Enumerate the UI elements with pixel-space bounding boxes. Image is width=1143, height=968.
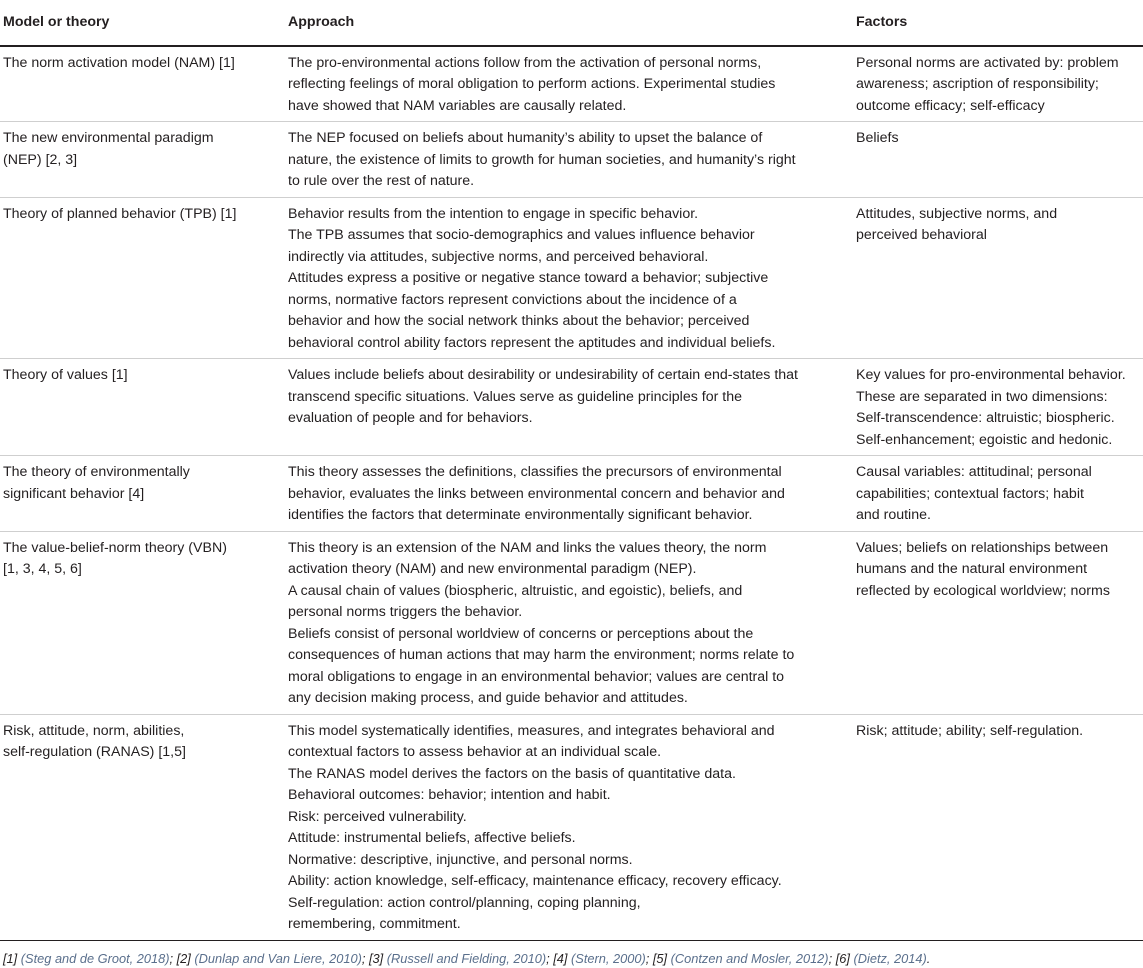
model-cell: [0, 531, 285, 714]
footnote-reference-link[interactable]: (Contzen and Mosler, 2012): [670, 950, 829, 966]
footnote-separator: ;: [828, 950, 836, 966]
model-cell-line: The norm activation model (NAM) [1]: [3, 54, 235, 71]
factors-cell: [853, 122, 1143, 198]
factors-cell-line: Beliefs: [856, 130, 899, 146]
factors-cell-line: and routine.: [856, 507, 931, 523]
footnote-number: [5]: [652, 950, 671, 966]
footnote-reference-link[interactable]: (Stern, 2000): [571, 950, 646, 966]
approach-cell: [285, 531, 853, 714]
footnote-reference-link[interactable]: (Dunlap and Van Liere, 2010): [194, 950, 362, 966]
model-cell-line: The value-belief-norm theory (VBN): [3, 539, 227, 556]
table-header: [0, 0, 1143, 46]
model-cell: [0, 359, 285, 456]
approach-cell-line: Ability: action knowledge, self-efficacy, maintenance efficacy, recovery efficacy.: [288, 873, 782, 889]
approach-cell-line: Behavioral outcomes: behavior; intention and habit.: [288, 787, 611, 803]
factors-cell-line: Personal norms are activated by: problem: [856, 54, 1119, 71]
approach-cell-line: moral obligations to engage in an environmental behavior; values are central to: [288, 668, 785, 685]
footnote-number: [3]: [368, 950, 387, 966]
factors-cell: [853, 359, 1143, 456]
approach-cell-line: Risk: perceived vulnerability.: [288, 808, 467, 825]
approach-cell-line: Normative: descriptive, injunctive, and personal norms.: [288, 851, 633, 868]
factors-cell-line: reflected by ecological worldview; norms: [856, 582, 1110, 599]
model-cell: [0, 456, 285, 532]
approach-cell-line: Values include beliefs about desirability or undesirability of certain end-states that: [288, 367, 798, 383]
approach-cell: [285, 714, 853, 940]
model-cell-line: significant behavior [4]: [3, 485, 145, 502]
approach-cell-line: contextual factors to assess behavior at an individual scale.: [288, 744, 662, 760]
footnote-separator: ;: [169, 950, 177, 966]
approach-cell: [285, 456, 853, 532]
approach-cell-line: The pro-environmental actions follow from the activation of personal norms,: [288, 54, 762, 71]
model-cell-line: The new environmental paradigm: [3, 130, 214, 146]
factors-cell-line: Risk; attitude; ability; self-regulation.: [856, 722, 1084, 739]
approach-cell-line: A causal chain of values (biospheric, altruistic, and egoistic), beliefs, and: [288, 582, 743, 599]
approach-cell-line: any decision making process, and guide behavior and attitudes.: [288, 690, 688, 706]
approach-cell-line: behavior, evaluates the links between environmental concern and behavior and: [288, 485, 785, 502]
factors-cell: [853, 714, 1143, 940]
approach-cell-line: remembering, commitment.: [288, 916, 461, 932]
approach-cell-line: Behavior results from the intention to engage in specific behavior.: [288, 205, 699, 222]
table-row: [0, 359, 1143, 456]
footnote-number: [6]: [835, 950, 854, 966]
footnote-number: [2]: [176, 950, 195, 966]
approach-cell-line: behavior and how the social network thinks about the behavior; perceived: [288, 313, 750, 329]
approach-cell: [285, 197, 853, 359]
approach-cell-line: The NEP focused on beliefs about humanity’s ability to upset the balance of: [288, 130, 763, 146]
factors-cell-line: capabilities; contextual factors; habit: [856, 485, 1084, 502]
header-factors: Factors: [853, 0, 1143, 46]
approach-cell-line: transcend specific situations. Values serve as guideline principles for the: [288, 388, 742, 405]
footnote-separator: ;: [546, 950, 554, 966]
header-row: [0, 0, 1143, 46]
model-cell-line: Theory of values [1]: [3, 367, 128, 383]
approach-cell-line: consequences of human actions that may harm the environment; norms relate to: [288, 647, 795, 663]
factors-cell-line: Attitudes, subjective norms, and: [856, 205, 1058, 222]
table-row: [0, 456, 1143, 532]
footnote-separator: ;: [361, 950, 369, 966]
table-row: [0, 197, 1143, 359]
approach-cell-line: indirectly via attitudes, subjective norms, and perceived behavioral.: [288, 248, 709, 265]
model-cell-line: Theory of planned behavior (TPB) [1]: [3, 205, 237, 222]
factors-cell: [853, 531, 1143, 714]
table-row: [0, 122, 1143, 198]
model-cell: [0, 714, 285, 940]
footnote-reference-link[interactable]: (Dietz, 2014): [853, 950, 927, 966]
footnote-reference-link[interactable]: (Steg and de Groot, 2018): [20, 950, 170, 966]
approach-cell: [285, 359, 853, 456]
approach-cell-line: identifies the factors that determinate environmentally significant behavior.: [288, 507, 753, 523]
approach-cell-line: nature, the existence of limits to growth for human societies, and humanity’s right: [288, 151, 796, 168]
approach-cell-line: Beliefs consist of personal worldview of concerns or perceptions about the: [288, 625, 754, 642]
model-cell: [0, 122, 285, 198]
approach-cell-line: This theory assesses the definitions, classifies the precursors of environmental: [288, 464, 782, 480]
approach-cell: [285, 122, 853, 198]
approach-cell-line: to rule over the rest of nature.: [288, 173, 475, 189]
approach-cell-line: This theory is an extension of the NAM and links the values theory, the norm: [288, 539, 767, 556]
factors-cell: [853, 46, 1143, 122]
footnote-number: [4]: [553, 950, 572, 966]
model-cell-line: [1, 3, 4, 5, 6]: [3, 561, 82, 577]
approach-cell-line: activation theory (NAM) and new environmental paradigm (NEP).: [288, 561, 697, 577]
approach-cell-line: The TPB assumes that socio-demographics and values influence behavior: [288, 227, 755, 243]
model-cell-line: (NEP) [2, 3]: [3, 151, 78, 168]
factors-cell-line: perceived behavioral: [856, 227, 987, 243]
header-model: Model or theory: [0, 0, 285, 46]
factors-cell-line: Causal variables: attitudinal; personal: [856, 464, 1092, 480]
approach-cell-line: have showed that NAM variables are causally related.: [288, 97, 627, 114]
model-cell: [0, 46, 285, 122]
approach-cell-line: evaluation of people and for behaviors.: [288, 410, 533, 426]
table-row: [0, 531, 1143, 714]
approach-cell-line: Self-regulation: action control/planning, coping planning,: [288, 894, 641, 911]
footnote-reference-link[interactable]: (Russell and Fielding, 2010): [386, 950, 547, 966]
factors-cell-line: Values; beliefs on relationships between: [856, 539, 1109, 556]
approach-cell-line: This model systematically identifies, measures, and integrates behavioral and: [288, 722, 775, 739]
factors-cell-line: Key values for pro-environmental behavior.: [856, 367, 1126, 383]
model-cell-line: The theory of environmentally: [3, 464, 190, 480]
table-row: [0, 714, 1143, 940]
footnote-separator: ;: [645, 950, 653, 966]
approach-cell-line: Attitude: instrumental beliefs, affective beliefs.: [288, 830, 576, 846]
factors-cell-line: humans and the natural environment: [856, 561, 1088, 577]
approach-cell-line: The RANAS model derives the factors on the basis of quantitative data.: [288, 765, 736, 782]
model-cell: [0, 197, 285, 359]
factors-cell-line: These are separated in two dimensions:: [856, 388, 1108, 405]
approach-cell-line: Attitudes express a positive or negative stance toward a behavior; subjective: [288, 270, 769, 286]
factors-cell-line: outcome efficacy; self-efficacy: [856, 97, 1045, 114]
approach-cell: [285, 46, 853, 122]
footnote-separator: .: [926, 950, 931, 966]
header-approach: Approach: [285, 0, 853, 46]
approach-cell-line: reflecting feelings of moral obligation to perform actions. Experimental studies: [288, 76, 776, 92]
factors-cell: [853, 456, 1143, 532]
footnote-number: [1]: [3, 950, 21, 966]
approach-cell-line: personal norms triggers the behavior.: [288, 604, 523, 620]
factors-cell-line: awareness; ascription of responsibility;: [856, 76, 1099, 92]
factors-cell-line: Self-transcendence: altruistic; biospheric.: [856, 410, 1115, 426]
factors-cell: [853, 197, 1143, 359]
approach-cell-line: behavioral control ability factors represent the aptitudes and individual beliefs.: [288, 334, 776, 351]
model-cell-line: self-regulation (RANAS) [1,5]: [3, 744, 186, 760]
model-cell-line: Risk, attitude, norm, abilities,: [3, 722, 185, 739]
table-body: [0, 46, 1143, 941]
approach-cell-line: norms, normative factors represent convictions about the incidence of a: [288, 291, 737, 308]
table-row: [0, 46, 1143, 122]
factors-cell-line: Self-enhancement; egoistic and hedonic.: [856, 431, 1113, 448]
table-footnote: [0, 950, 1143, 968]
